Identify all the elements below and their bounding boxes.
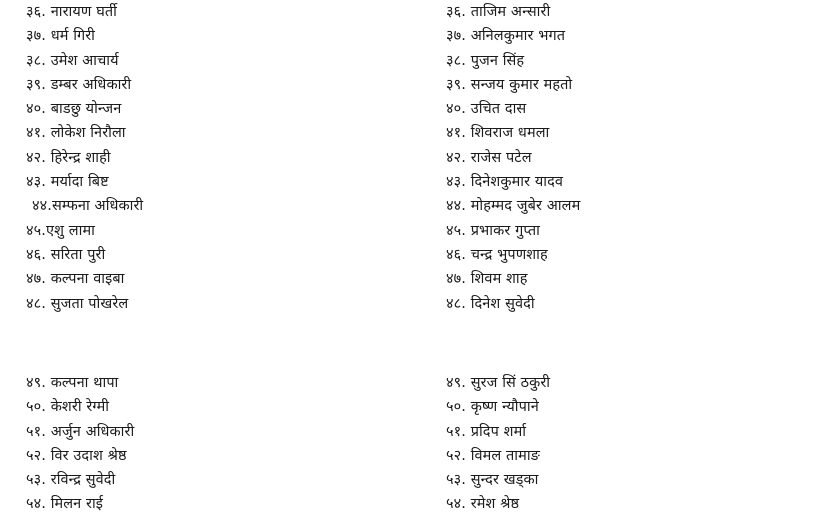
list-item: ५०. कृष्ण न्यौपाने: [446, 399, 539, 416]
list-item: ५२. विमल तामाङ: [446, 447, 541, 464]
list-item: ४८. दिनेश सुवेदी: [446, 295, 535, 312]
list-item: ३८. उमेश आचार्य: [26, 52, 119, 69]
list-item: ४०. बाडछु योन्जन: [26, 101, 122, 118]
right-column-bottom: [446, 371, 550, 517]
right-column-top: [446, 0, 580, 316]
list-item: ३९. डम्बर अधिकारी: [26, 76, 132, 93]
list-item: ५३. सुन्दर खड्का: [446, 472, 539, 489]
list-item: ५१. अर्जुन अधिकारी: [26, 423, 135, 440]
list-item: ४३. दिनेशकुमार यादव: [446, 174, 564, 191]
list-item: ४७. शिवम शाह: [446, 271, 528, 288]
list-item: ४३. मर्यादा बिष्ट: [26, 174, 109, 191]
list-item: ४१. शिवराज धमला: [446, 125, 550, 142]
list-item: ३६. नारायण घर्ती: [26, 4, 117, 20]
list-item: ४६. चन्द्र भुपणशाह: [446, 246, 548, 263]
list-item: ५४. मिलन राई: [26, 496, 104, 513]
list-item: ४१. लोकेश निरौला: [26, 125, 126, 142]
left-column-top: [26, 0, 143, 316]
list-item: ४५. प्रभाकर गुप्ता: [446, 222, 541, 239]
list-item: ४०. उचित दास: [446, 101, 527, 118]
list-item: ५०. केशरी रेग्मी: [26, 399, 110, 416]
list-item: ३७. धर्म गिरी: [26, 28, 96, 45]
list-item: ३८. पुजन सिंह: [446, 52, 525, 69]
list-item: ३७. अनिलकुमार भगत: [446, 28, 566, 45]
list-item: ३९. सन्जय कुमार महतो: [446, 76, 573, 93]
list-item: ४६. सरिता पुरी: [26, 246, 106, 263]
list-item: ४२. राजेस पटेल: [446, 149, 532, 166]
list-item: ५३. रविन्द्र सुवेदी: [26, 472, 116, 489]
list-item: ३६. ताजिम अन्सारी: [446, 4, 551, 20]
list-item: ५४. रमेश श्रेष्ठ: [446, 496, 520, 513]
list-item: ४९. कल्पना थापा: [26, 375, 119, 391]
list-item: ४४. मोहम्मद जुबेर आलम: [446, 198, 581, 215]
list-item: ४९. सुरज सिं ठकुरी: [446, 375, 551, 391]
list-item: ५१. प्रदिप शर्मा: [446, 423, 527, 440]
list-item: ५२. विर उदाश श्रेष्ठ: [26, 447, 127, 464]
list-item: ४८. सुजता पोखरेल: [26, 295, 129, 312]
list-item: ४४.सम्फना अधिकारी: [32, 198, 144, 215]
list-item: ४२. हिरेन्द्र शाही: [26, 149, 111, 166]
list-item: ४५.एशु लामा: [26, 222, 95, 239]
list-item: ४७. कल्पना वाइबा: [26, 271, 125, 288]
left-column-bottom: [26, 371, 134, 517]
